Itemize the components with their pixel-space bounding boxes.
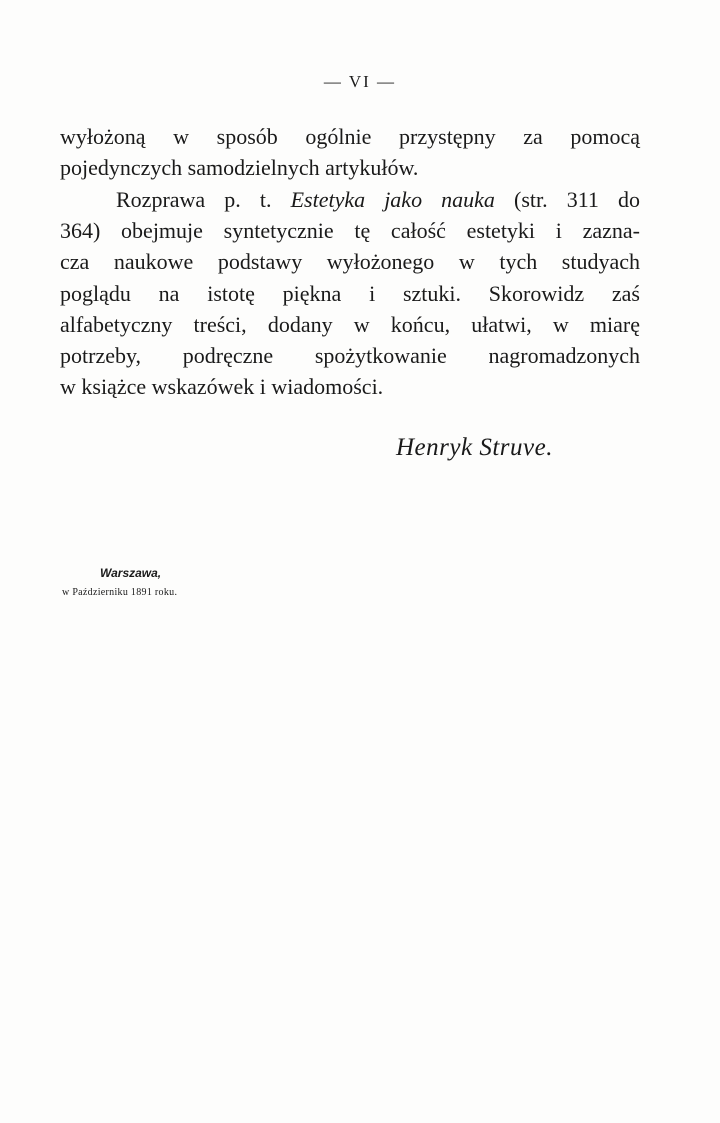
page-number: — VI — bbox=[323, 72, 397, 91]
text-line: w książce wskazówek i wiadomości. bbox=[60, 374, 384, 400]
paragraph-rozprawa bbox=[60, 184, 640, 402]
place-line: Warszawa, bbox=[100, 566, 162, 580]
text-fragment: (str. 311 do bbox=[494, 187, 640, 212]
author-signature: Henryk Struve. bbox=[396, 434, 553, 461]
text-line: pojedynczych samodzielnych artykułów. bbox=[60, 155, 419, 181]
paragraph-continuation bbox=[60, 121, 640, 183]
text-fragment: Rozprawa p. t. bbox=[116, 187, 291, 212]
text-line bbox=[60, 184, 640, 215]
text-line: poglądu na istotę piękna i sztuki. Skorowidz zaś bbox=[60, 280, 640, 306]
text-line: wyłożoną w sposób ogólnie przystępny za pomocą bbox=[60, 124, 640, 149]
text-line: cza naukowe podstawy wyłożonego w tych studyach bbox=[60, 249, 640, 275]
italic-title: Estetyka jako nauka bbox=[290, 187, 495, 212]
text-line: 364) obejmuje syntetycznie tę całość estetyki i zazna- bbox=[60, 218, 640, 244]
date-line: w Październiku 1891 roku. bbox=[62, 587, 178, 598]
text-line: potrzeby, podręczne spożytkowanie nagromadzonych bbox=[60, 343, 640, 369]
text-line: alfabetyczny treści, dodany w końcu, ułatwi, w miarę bbox=[60, 311, 640, 337]
